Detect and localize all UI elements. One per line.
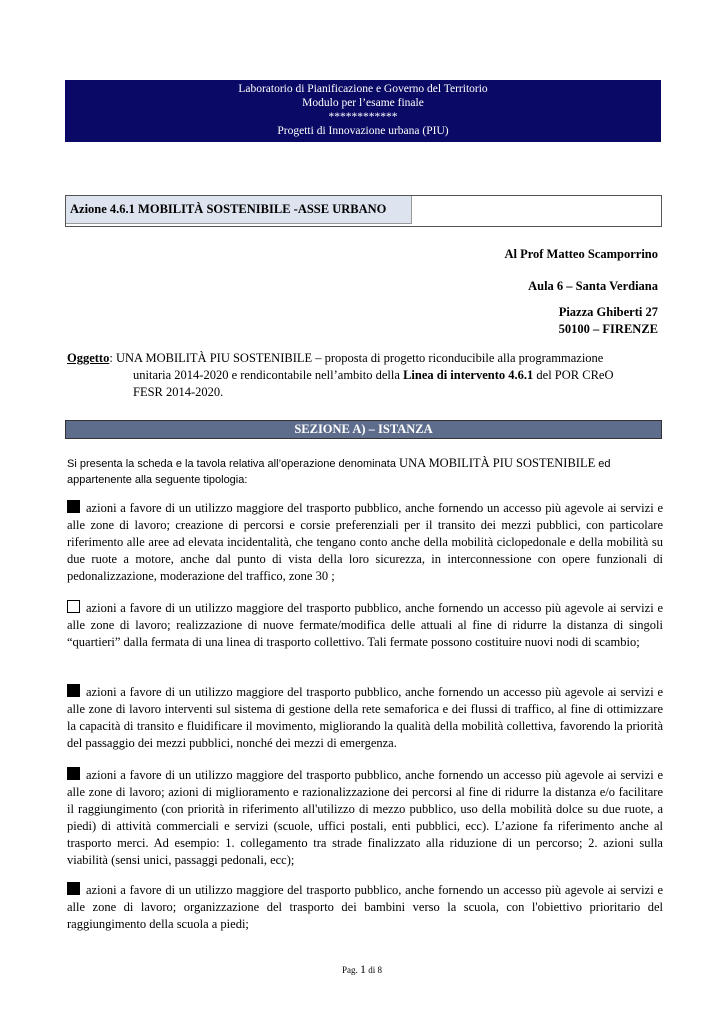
oggetto-block xyxy=(67,350,663,401)
intro-part-1: Si presenta la scheda e la tavola relativa all’operazione denominata xyxy=(67,458,400,470)
tipologia-item xyxy=(67,600,663,651)
oggetto-text-3: FESR 2014-2020. xyxy=(133,385,224,399)
address-city: 50100 – FIRENZE xyxy=(558,322,658,336)
tipologia-item xyxy=(67,767,663,869)
oggetto-label: Oggetto xyxy=(67,351,110,365)
header-line-lab: Laboratorio di Pianificazione e Governo del Territorio xyxy=(238,83,488,95)
header-line-module: Modulo per l’esame finale xyxy=(302,97,424,109)
page-footer xyxy=(0,962,724,977)
checkbox-checked[interactable] xyxy=(67,684,80,697)
tipologia-item xyxy=(67,882,663,933)
intro-line-2: appartenente alla seguente tipologia: xyxy=(67,474,248,486)
address-room: Aula 6 – Santa Verdiana xyxy=(528,279,658,293)
document-header xyxy=(65,80,661,142)
header-line-piu: Progetti di Innovazione urbana (PIU) xyxy=(277,125,449,137)
oggetto-text-2c: del POR CReO xyxy=(533,368,614,382)
checkbox-checked[interactable] xyxy=(67,882,80,895)
header-line-stars: ************ xyxy=(328,111,398,123)
checkbox-checked[interactable] xyxy=(67,767,80,780)
azione-box xyxy=(65,195,662,227)
intro-operation-name: UNA MOBILITÀ PIU SOSTENIBILE xyxy=(399,456,596,470)
section-title: SEZIONE A) – ISTANZA xyxy=(65,420,662,439)
checkbox-unchecked[interactable] xyxy=(67,600,80,613)
tipologia-text: azioni a favore di un utilizzo maggiore del trasporto pubblico, anche fornendo un accesso più agevole ai servizi e alle zone di lavoro; azioni di miglioramento e razionalizzazione dei percorsi al fine di ridurre la distanza e/o facilitare il raggiungimento (con priorità in riferimento all'utilizzo di mezzo pubblico, uso della mobilità dolce su due ruote, a piedi) di attività commerciali e servizi (scuole, uffici postali, enti pubblici, ecc). L’azione fa riferimento anche al trasporto merci. Ad esempio: 1. collegamento tra strade finalizzato alla riduzione di un percorso; 2. azioni sulla viabilità (sensi unici, passaggi pedonali, ecc); xyxy=(67,768,663,867)
address-recipient: Al Prof Matteo Scamporrino xyxy=(504,247,658,261)
footer-prefix: Pag. xyxy=(341,965,360,975)
tipologia-text: azioni a favore di un utilizzo maggiore del trasporto pubblico, anche fornendo un accesso più agevole ai servizi e alle zone di lavoro; organizzazione del trasporto dei bambini verso la scuola, con l'obiettivo prioritario del raggiungimento della scuola a piedi; xyxy=(67,883,663,931)
tipologia-text: azioni a favore di un utilizzo maggiore del trasporto pubblico, anche fornendo un accesso più agevole ai servizi e alle zone di lavoro; creazione di percorsi e corsie preferenziali per il transito dei mezzi pubblici, con particolare riferimento alle aree ad elevata incidentalità, che tengano conto anche della mobilità ciclopedonale e della mobilità su due ruote a motore, anche dal punto di vista della loro sicurezza, in interconnessione con opere funzionali di pedonalizzazione, moderazione del traffico, zone 30 ; xyxy=(67,501,663,583)
tipologia-text: azioni a favore di un utilizzo maggiore del trasporto pubblico, anche fornendo un accesso più agevole ai servizi e alle zone di lavoro; realizzazione di nuove fermate/modifica delle attuali al fine di ridurre la distanza di singoli “quartieri” dalla fermata di una linea di trasporto collettivo. Tali fermate possono costituire nuovi nodi di scambio; xyxy=(67,601,663,649)
tipologia-item xyxy=(67,500,663,585)
oggetto-text-2a: unitaria 2014-2020 e rendicontabile nell’ambito della xyxy=(133,368,404,382)
intro-text xyxy=(67,455,663,488)
checkbox-checked[interactable] xyxy=(67,500,80,513)
tipologia-text: azioni a favore di un utilizzo maggiore del trasporto pubblico, anche fornendo un accesso più agevole ai servizi e alle zone di lavoro interventi sul sistema di gestione della rete semaforica e dei flussi di traffico, al fine di ottimizzare la capacità di transito e fluidificare il movimento, migliorando la qualità della mobilità collettiva, favorendo la priorità del passaggio dei mezzi pubblici, nonché dei mezzi di emergenza. xyxy=(67,685,663,750)
page-number: 1 xyxy=(359,962,366,976)
azione-title: Azione 4.6.1 MOBILITÀ SOSTENIBILE -ASSE URBANO xyxy=(66,196,412,224)
oggetto-text-1: : UNA MOBILITÀ PIU SOSTENIBILE – proposta di progetto riconducibile alla programmazione xyxy=(109,351,604,365)
footer-suffix: di 8 xyxy=(365,965,382,975)
oggetto-linea: Linea di intervento 4.6.1 xyxy=(403,368,534,382)
tipologia-item xyxy=(67,684,663,752)
intro-part-2: ed xyxy=(595,458,611,470)
address-street: Piazza Ghiberti 27 xyxy=(558,305,658,319)
